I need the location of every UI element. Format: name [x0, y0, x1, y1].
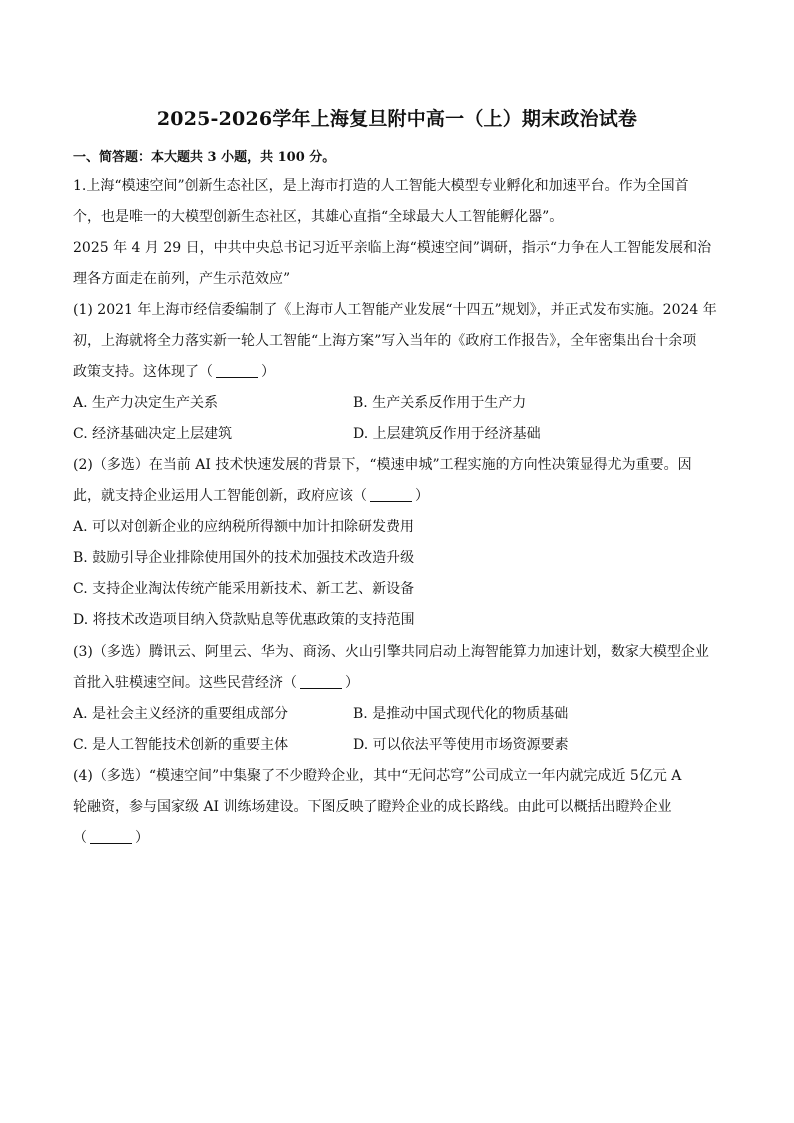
q1-sub3-stem-line-2: [73, 673, 359, 693]
q1-intro-line-2: 个，也是唯一的大模型创新生态社区，其雄心直指“全球最大人工智能孵化器”。: [73, 209, 564, 225]
q1-sub4-stem-line-1: (4)（多选）“模速空间”中集聚了不少瞪羚企业，其中“无问芯穹”公司成立一年内就完成近 5亿元 A: [73, 768, 682, 784]
q1-sub1-option-d[interactable]: D. 上层建筑反作用于经济基础: [353, 426, 541, 442]
answer-blank[interactable]: [370, 487, 412, 502]
q1-sub4-stem-text: （: [73, 830, 87, 846]
q1-sub3-stem-line-1: (3)（多选）腾讯云、阿里云、华为、商汤、火山引擎共同启动上海智能算力加速计划，数家大模型企业: [73, 644, 709, 660]
answer-blank[interactable]: [300, 674, 342, 689]
q1-intro-line-3: 2025 年 4 月 29 日，中共中央总书记习近平亲临上海“模速空间”调研，指示“力争在人工智能发展和治: [73, 240, 712, 256]
q1-sub1-option-c[interactable]: C. 经济基础决定上层建筑: [73, 426, 233, 442]
answer-blank[interactable]: [90, 829, 132, 844]
q1-sub3-stem-close: ）: [345, 675, 359, 691]
q1-sub2-option-c[interactable]: C. 支持企业淘汰传统产能采用新技术、新工艺、新设备: [73, 581, 415, 597]
q1-sub4-stem-line-2: 轮融资，参与国家级 AI 训练场建设。下图反映了瞪羚企业的成长路线。由此可以概括出瞪羚企业: [73, 799, 672, 815]
q1-sub4-stem-close: ）: [135, 830, 149, 846]
q1-intro-line-1: 1.上海“模速空间”创新生态社区，是上海市打造的人工智能大模型专业孵化和加速平台。作为全国首: [73, 178, 689, 194]
q1-sub1-stem-line-3: [73, 362, 275, 382]
q1-sub1-stem-text: 政策支持。这体现了（: [73, 364, 213, 380]
q1-sub2-stem-close: ）: [415, 488, 429, 504]
q1-intro-line-4: 理各方面走在前列，产生示范效应”: [73, 271, 291, 287]
q1-sub2-stem-line-2: [73, 486, 429, 506]
q1-sub1-stem-line-1: (1) 2021 年上海市经信委编制了《上海市人工智能产业发展“十四五”规划》，并正式发布实施。2024 年: [73, 302, 717, 318]
q1-sub3-stem-text: 首批入驻模速空间。这些民营经济（: [73, 675, 297, 691]
q1-sub3-option-c[interactable]: C. 是人工智能技术创新的重要主体: [73, 737, 289, 753]
page-title: 2025-2026学年上海复旦附中高一（上）期末政治试卷: [156, 108, 638, 130]
q1-sub2-stem-text: 此，就支持企业运用人工智能创新，政府应该（: [73, 488, 367, 504]
q1-sub1-option-b[interactable]: B. 生产关系反作用于生产力: [353, 395, 527, 411]
q1-sub2-option-d[interactable]: D. 将技术改造项目纳入贷款贴息等优惠政策的支持范围: [73, 612, 415, 628]
q1-sub2-option-b[interactable]: B. 鼓励引导企业排除使用国外的技术加强技术改造升级: [73, 550, 415, 566]
answer-blank[interactable]: [216, 363, 258, 378]
q1-sub1-stem-line-2: 初，上海就将全力落实新一轮人工智能“上海方案”写入当年的《政府工作报告》，全年密集出台十余项: [73, 333, 697, 349]
q1-sub2-option-a[interactable]: A. 可以对创新企业的应纳税所得额中加计扣除研发费用: [73, 519, 415, 535]
q1-sub1-stem-close: ）: [261, 364, 275, 380]
q1-sub4-stem-line-3: [73, 828, 149, 848]
q1-sub3-option-a[interactable]: A. 是社会主义经济的重要组成部分: [73, 706, 289, 722]
q1-sub3-option-d[interactable]: D. 可以依法平等使用市场资源要素: [353, 737, 569, 753]
q1-sub3-option-b[interactable]: B. 是推动中国式现代化的物质基础: [353, 706, 569, 722]
q1-sub2-stem-line-1: (2)（多选）在当前 AI 技术快速发展的背景下，“模速申城”工程实施的方向性决策显得尤为重要。因: [73, 457, 692, 473]
section-heading: 一、简答题：本大题共 3 小题，共 100 分。: [73, 150, 336, 165]
q1-sub1-option-a[interactable]: A. 生产力决定生产关系: [73, 395, 219, 411]
